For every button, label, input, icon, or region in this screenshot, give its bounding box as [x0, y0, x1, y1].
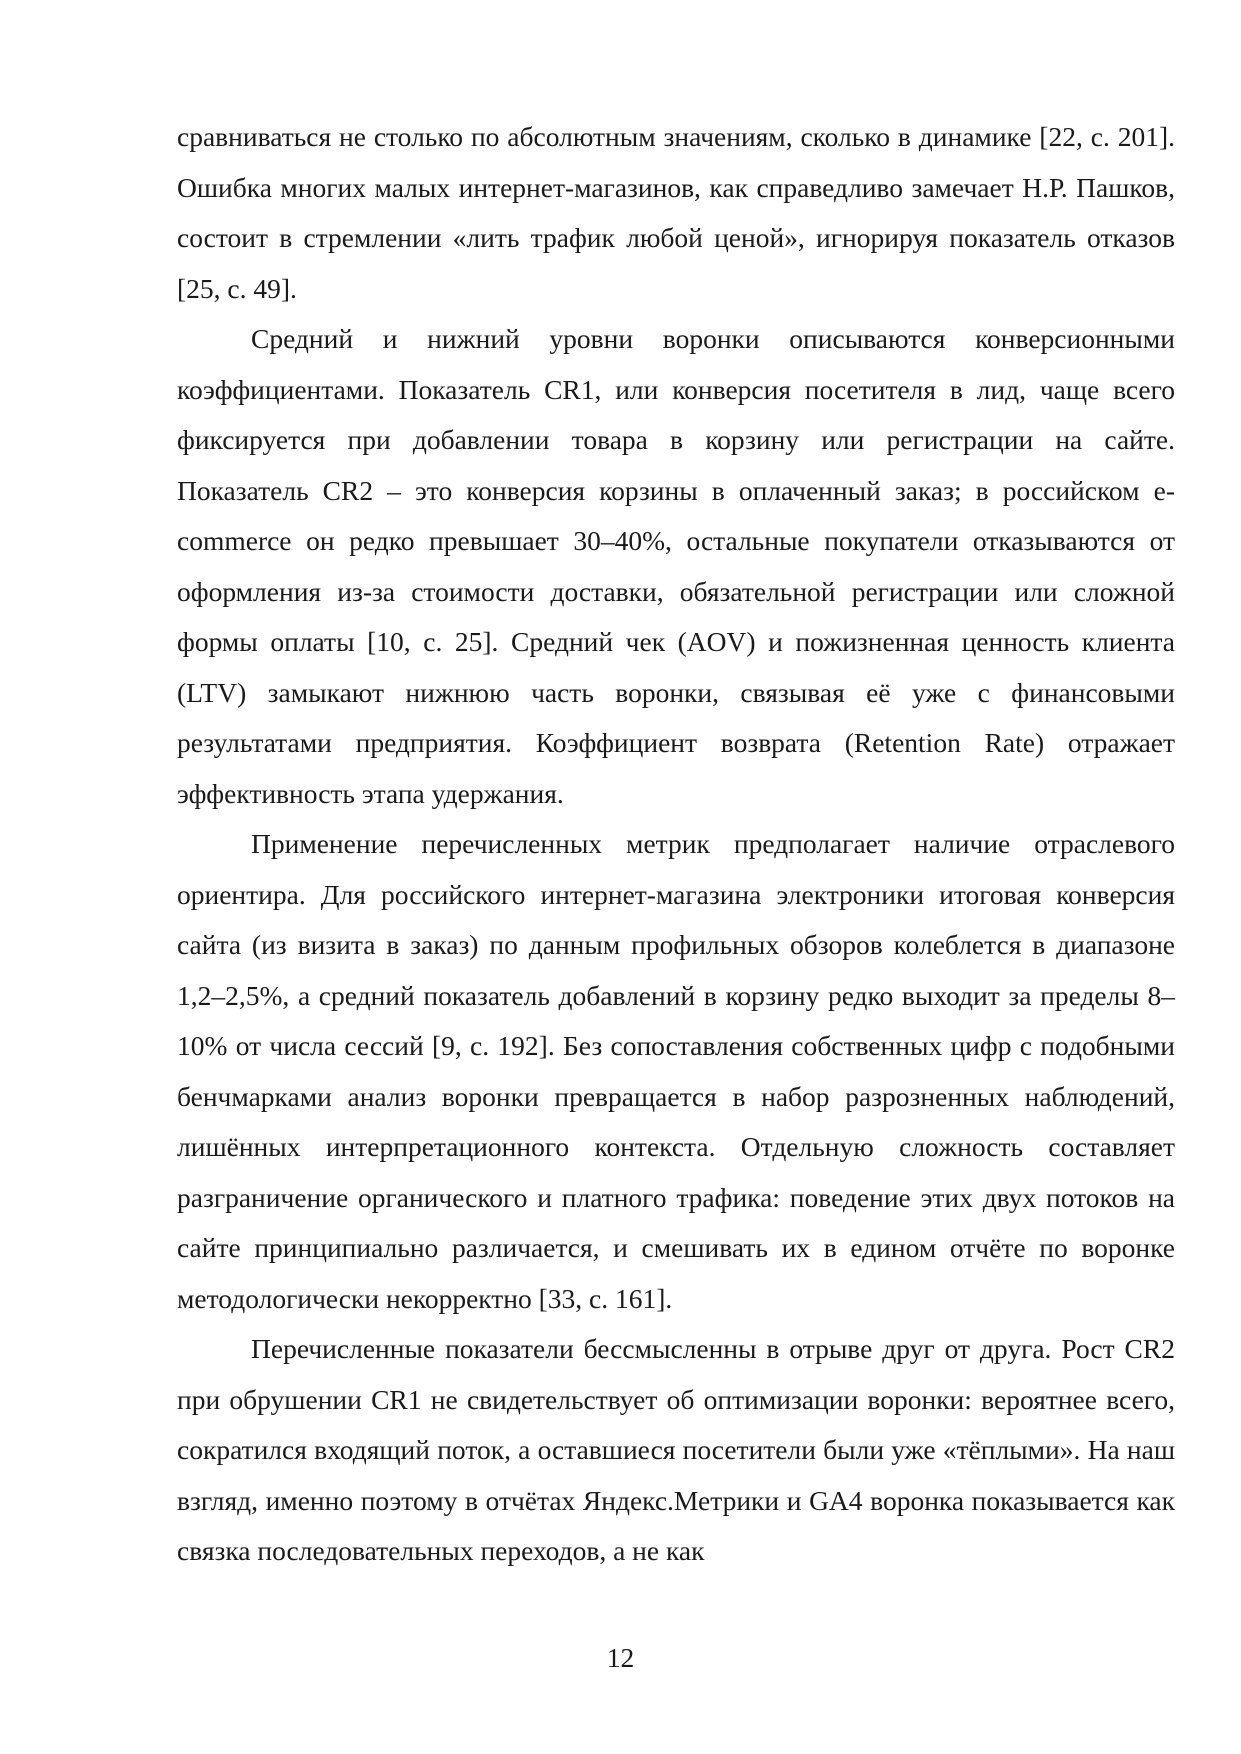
- paragraph-continuation: сравниваться не столько по абсолютным значениям, сколько в динамике [22, с. 201]. Ошибка многих малых интернет-магазинов, как справедливо замечает Н.Р. Пашков, состоит в стремлении «лить трафик любой ценой», игнорируя показатель отказов [25, с. 49].: [177, 121, 1175, 304]
- body-text: [177, 112, 1175, 1577]
- paragraph-funnel-levels: Средний и нижний уровни воронки описываются конверсионными коэффициентами. Показатель CR1, или конверсия посетителя в лид, чаще всего фиксируется при добавлении товара в корзину или регистрации на сайте. Показатель CR2 – это конверсия корзины в оплаченный заказ; в российском e-commerce он редко превышает 30–40%, остальные покупатели отказываются от оформления из-за стоимости доставки, обязательной регистрации или сложной формы оплаты [10, с. 25]. Средний чек (AOV) и пожизненная ценность клиента (LTV) замыкают нижнюю часть воронки, связывая её уже с финансовыми результатами предприятия. Коэффициент возврата (Retention Rate) отражает эффективность этапа удержания.: [177, 323, 1175, 809]
- page-number: 12: [606, 1642, 635, 1673]
- paragraph-benchmarks: Применение перечисленных метрик предполагает наличие отраслевого ориентира. Для российского интернет-магазина электроники итоговая конверсия сайта (из визита в заказ) по данным профильных обзоров колеблется в диапазоне 1,2–2,5%, а средний показатель добавлений в корзину редко выходит за пределы 8–10% от числа сессий [9, с. 192]. Без сопоставления собственных цифр с подобными бенчмарками анализ воронки превращается в набор разрозненных наблюдений, лишённых интерпретационного контекста. Отдельную сложность составляет разграничение органического и платного трафика: поведение этих двух потоков на сайте принципиально различается, и смешивать их в едином отчёте по воронке методологически некорректно [33, с. 161].: [177, 828, 1175, 1314]
- paragraph-metrics-interplay: Перечисленные показатели бессмысленны в отрыве друг от друга. Рост CR2 при обрушении CR1 не свидетельствует об оптимизации воронки: вероятнее всего, сократился входящий поток, а оставшиеся посетители были уже «тёплыми». На наш взгляд, именно поэтому в отчётах Яндекс.Метрики и GA4 воронка показывается как связка последовательных переходов, а не как: [177, 1333, 1175, 1566]
